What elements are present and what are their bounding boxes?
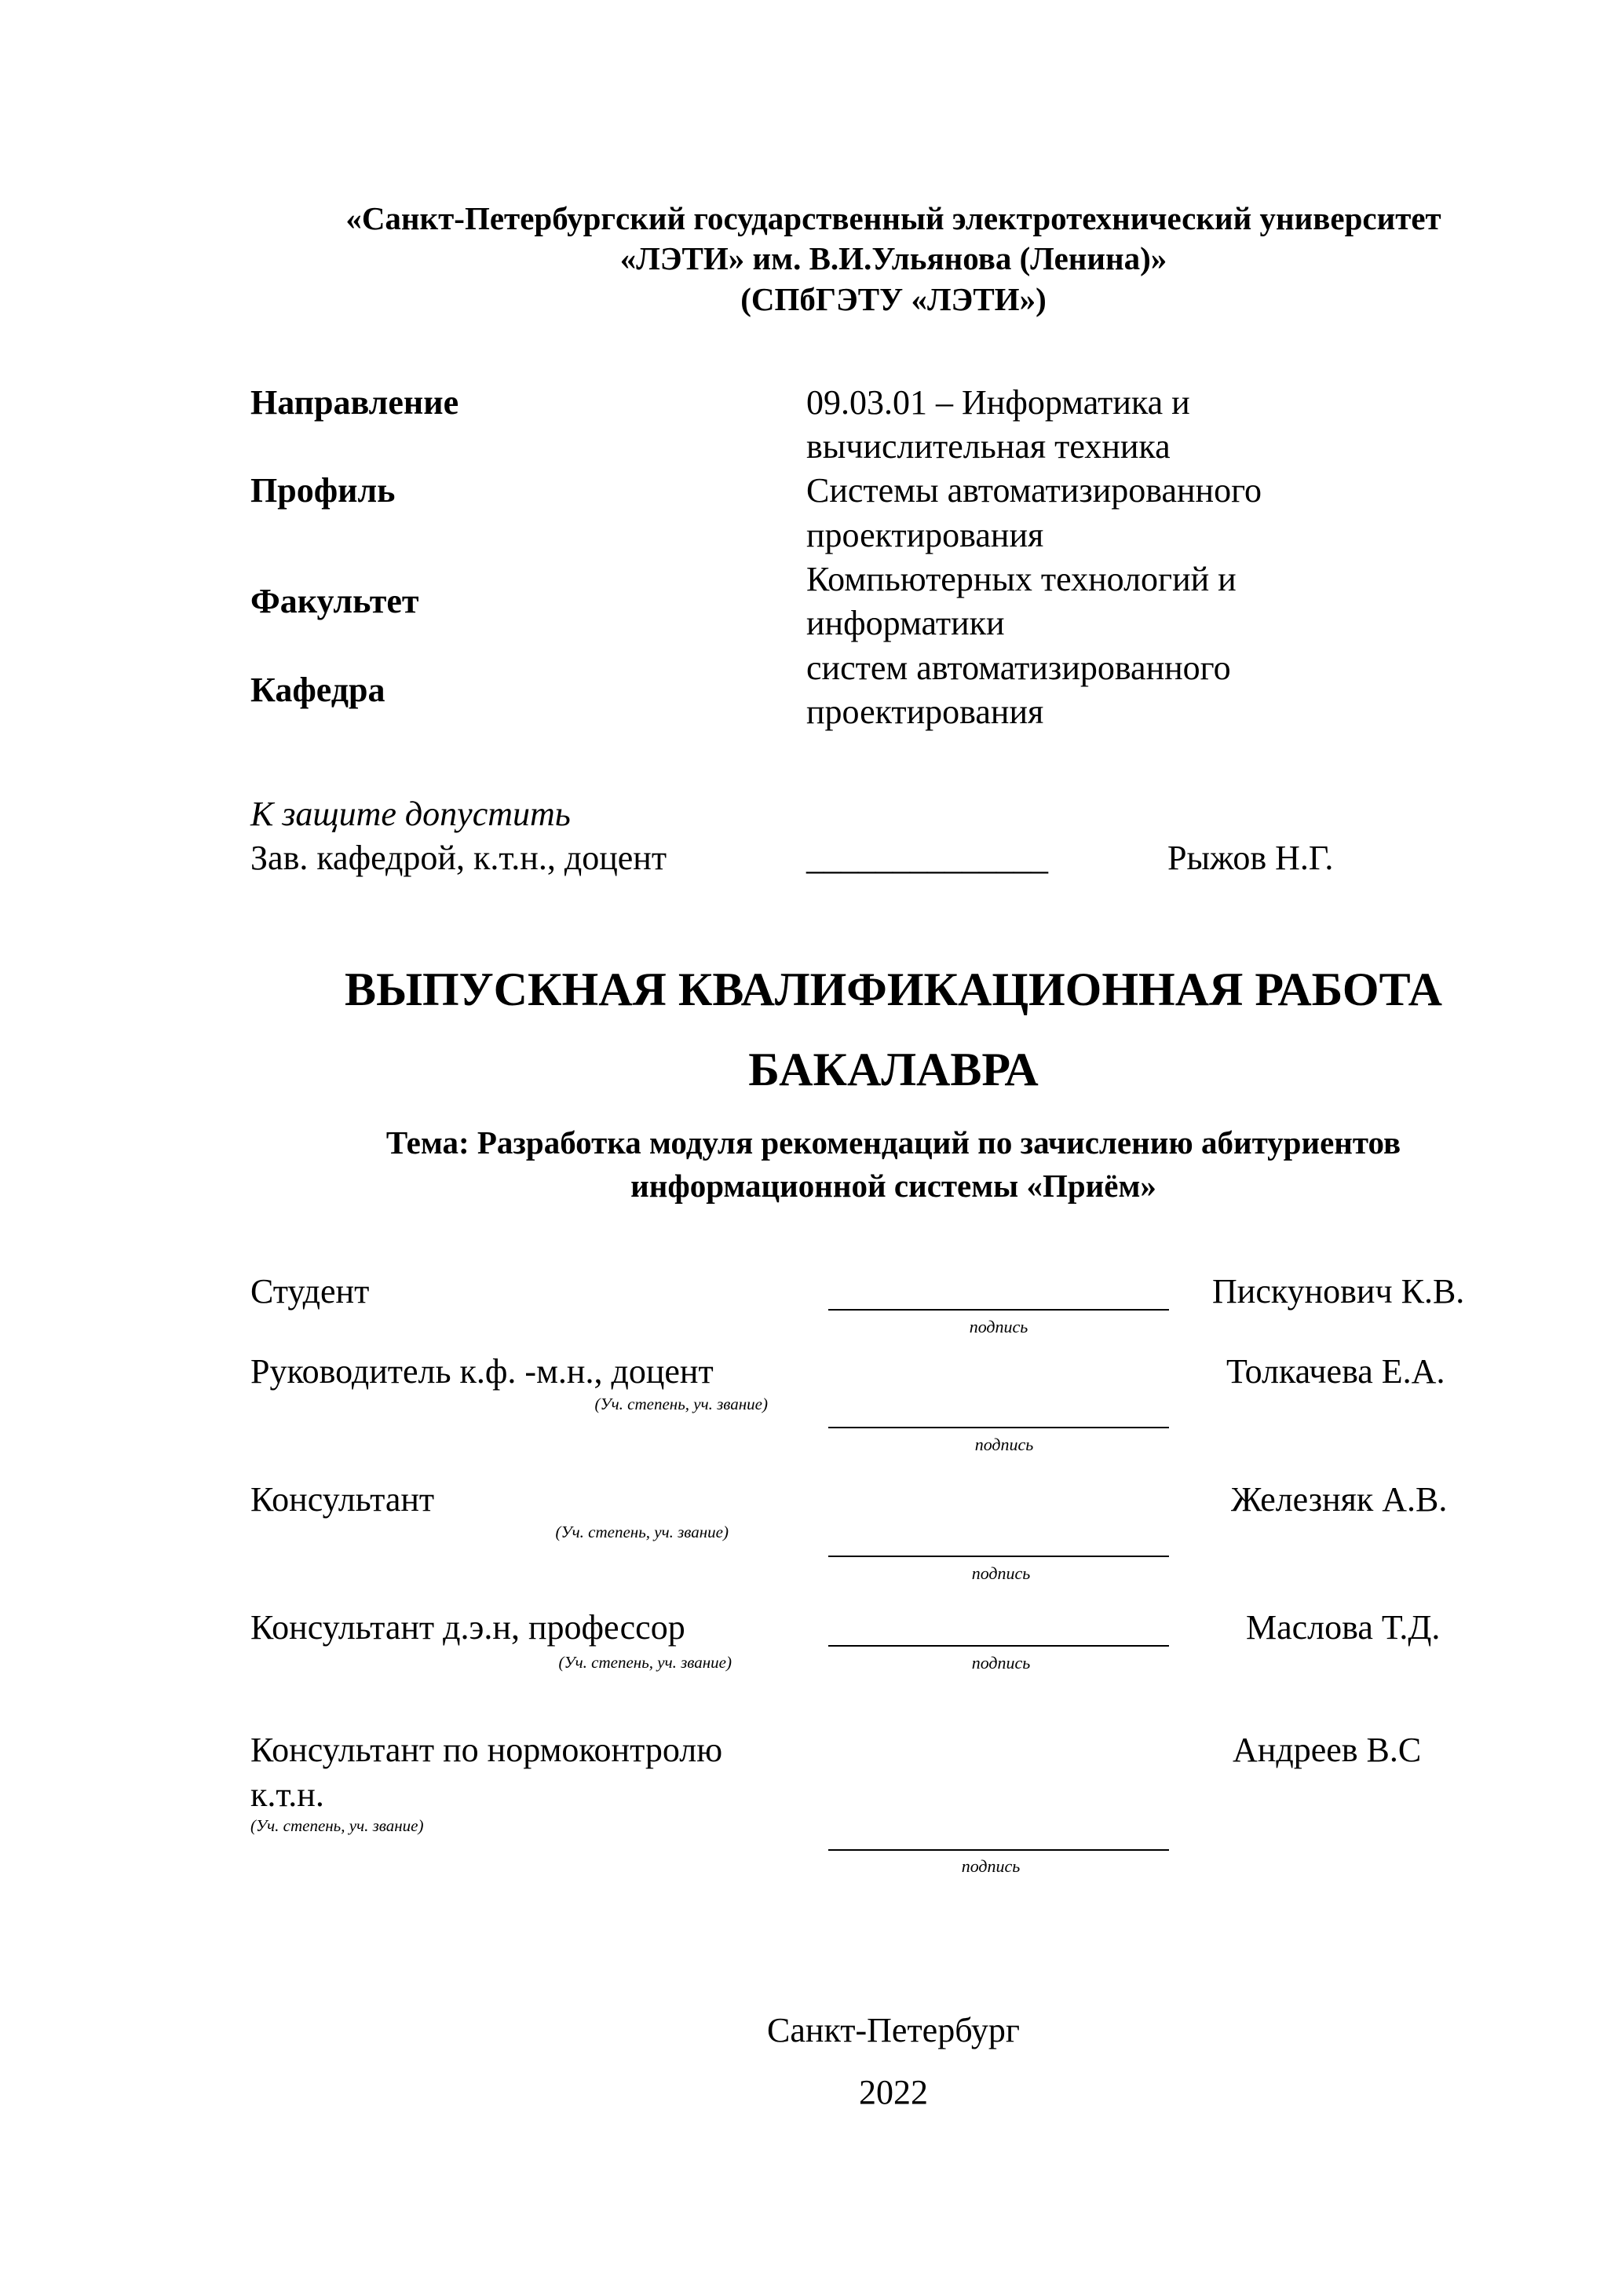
- label-faculty: Факультет: [250, 582, 419, 620]
- role-consultant-economics: Консультант д.э.н, профессор: [250, 1608, 685, 1647]
- admit-to-defense: К защите допустить: [250, 795, 571, 833]
- value-faculty-1: Компьютерных технологий и: [806, 560, 1237, 598]
- value-profile-2: проектирования: [806, 516, 1044, 554]
- value-faculty-2: информатики: [806, 604, 1005, 642]
- degree-caption: (Уч. степень, уч. звание): [250, 1816, 424, 1835]
- signature-caption: подпись: [971, 1563, 1031, 1583]
- university-abbrev: (СПбГЭТУ «ЛЭТИ»): [740, 281, 1047, 317]
- topic-line1: Тема: Разработка модуля рекомендаций по зачислению абитуриентов: [385, 1124, 1401, 1161]
- head-signature-blank: ______________: [806, 839, 1048, 877]
- university-name-line1: «Санкт-Петербургский государственный электротехнический университет: [345, 200, 1441, 236]
- role-student: Студент: [250, 1272, 370, 1311]
- signature-caption: подпись: [969, 1317, 1028, 1336]
- degree-caption: (Уч. степень, уч. звание): [558, 1653, 732, 1672]
- year: 2022: [859, 2073, 928, 2111]
- signature-caption: подпись: [961, 1856, 1021, 1876]
- signature-caption: подпись: [974, 1435, 1034, 1454]
- role-normcontrol-degree: к.т.н.: [250, 1775, 324, 1814]
- university-name-line2: «ЛЭТИ» им. В.И.Ульянова (Ленина)»: [619, 240, 1167, 276]
- signature-line: [828, 1849, 1169, 1851]
- signature-caption: подпись: [971, 1653, 1031, 1673]
- role-supervisor: Руководитель к.ф. -м.н., доцент: [250, 1352, 714, 1391]
- signature-line: [828, 1427, 1169, 1428]
- label-department: Кафедра: [250, 671, 385, 709]
- name-supervisor: Толкачева Е.А.: [1226, 1352, 1445, 1391]
- topic-line2: информационной системы «Приём»: [630, 1168, 1156, 1204]
- name-consultant-economics: Маслова Т.Д.: [1246, 1608, 1441, 1647]
- label-profile: Профиль: [250, 471, 396, 510]
- value-department-1: систем автоматизированного: [806, 649, 1231, 687]
- value-direction-2: вычислительная техника: [806, 427, 1171, 466]
- degree-caption: (Уч. степень, уч. звание): [594, 1395, 768, 1413]
- label-direction: Направление: [250, 383, 459, 422]
- head-of-department-name: Рыжов Н.Г.: [1167, 839, 1334, 877]
- role-normcontrol: Консультант по нормоконтролю: [250, 1731, 723, 1769]
- value-profile-1: Системы автоматизированного: [806, 471, 1262, 510]
- head-of-department-label: Зав. кафедрой, к.т.н., доцент: [250, 839, 667, 877]
- document-title-line1: ВЫПУСКНАЯ КВАЛИФИКАЦИОННАЯ РАБОТА: [345, 963, 1442, 1015]
- value-department-2: проектирования: [806, 693, 1044, 731]
- role-consultant: Консультант: [250, 1480, 435, 1519]
- name-student: Пискунович К.В.: [1212, 1272, 1465, 1311]
- signature-line: [828, 1645, 1169, 1647]
- signature-line: [828, 1556, 1169, 1557]
- name-consultant: Железняк А.В.: [1231, 1480, 1448, 1519]
- city: Санкт-Петербург: [767, 2011, 1020, 2049]
- value-direction-1: 09.03.01 – Информатика и: [806, 383, 1190, 422]
- signature-line: [828, 1309, 1169, 1311]
- document-title-line2: БАКАЛАВРА: [748, 1044, 1039, 1095]
- name-normcontrol: Андреев В.С: [1233, 1731, 1422, 1769]
- degree-caption: (Уч. степень, уч. звание): [555, 1523, 729, 1541]
